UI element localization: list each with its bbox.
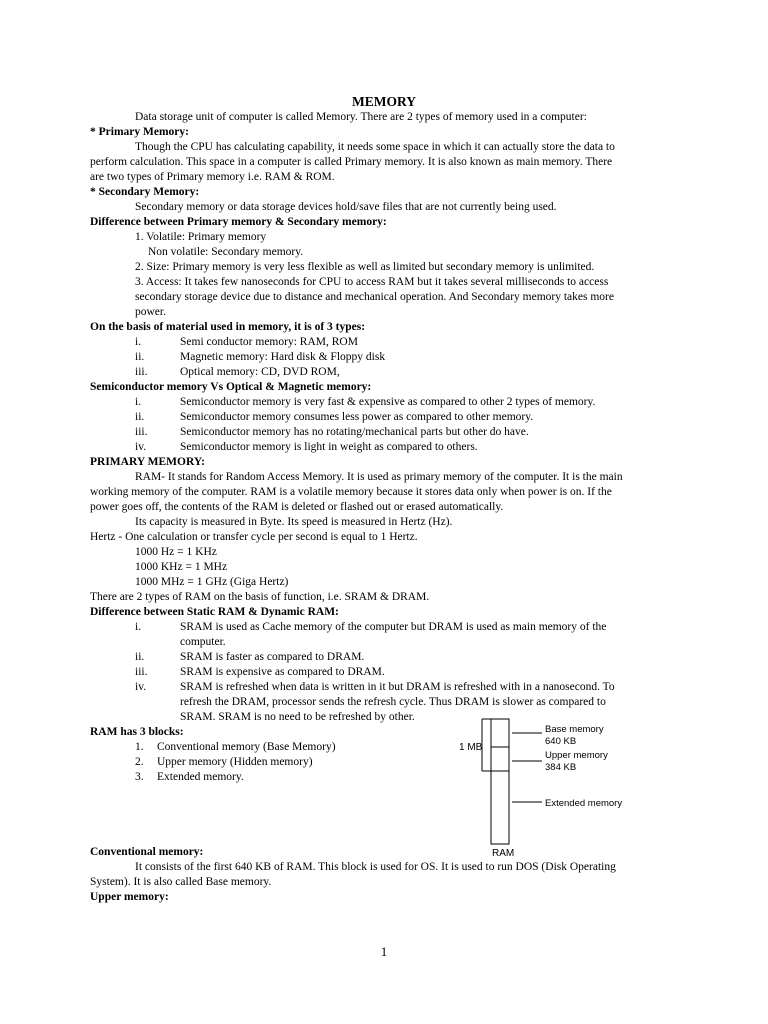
text-line: 1000 KHz = 1 MHz xyxy=(135,561,228,573)
text-line: perform calculation. This space in a computer is called Primary memory. It is also known as main memory. There xyxy=(90,156,613,168)
text-line: Its capacity is measured in Byte. Its speed is measured in Hertz (Hz). xyxy=(135,516,453,528)
text-line: 1000 MHz = 1 GHz (Giga Hertz) xyxy=(135,576,289,588)
text-line: ii. xyxy=(135,351,145,363)
section-heading: * Secondary Memory: xyxy=(90,186,200,198)
text-line: 2. Size: Primary memory is very less flexible as well as limited but secondary memory is unlimited. xyxy=(135,261,595,273)
text-line: SRAM is expensive as compared to DRAM. xyxy=(180,666,385,678)
section-heading: Difference between Static RAM & Dynamic RAM: xyxy=(90,606,339,618)
text-line: iii. xyxy=(135,366,148,378)
section-heading: * Primary Memory: xyxy=(90,126,189,138)
text-line: working memory of the computer. RAM is a volatile memory because it stores data only when power is on. If the xyxy=(90,486,612,498)
text-line: Hertz - One calculation or transfer cycle per second is equal to 1 Hertz. xyxy=(90,531,418,543)
label-upper-memory: Upper memory xyxy=(545,750,608,761)
text-line: RAM- It stands for Random Access Memory. It is used as primary memory of the computer. It is the main xyxy=(135,471,623,483)
text-line: Magnetic memory: Hard disk & Floppy disk xyxy=(180,351,386,363)
text-line: Secondary memory or data storage devices hold/save files that are not currently being used. xyxy=(135,201,557,213)
label-ram: RAM xyxy=(492,848,515,859)
document-title: MEMORY xyxy=(351,94,416,109)
text-line: are two types of Primary memory i.e. RAM & ROM. xyxy=(90,171,335,183)
text-line: power. xyxy=(135,306,166,318)
section-heading: Semiconductor memory Vs Optical & Magnetic memory: xyxy=(90,381,372,393)
text-line: refresh the DRAM, processor sends the refresh cycle. Thus DRAM is slower as compared to xyxy=(180,696,606,708)
text-line: Data storage unit of computer is called Memory. There are 2 types of memory used in a computer: xyxy=(135,111,587,123)
section-heading: On the basis of material used in memory, it is of 3 types: xyxy=(90,321,366,333)
text-line: ii. xyxy=(135,651,145,663)
section-heading: RAM has 3 blocks: xyxy=(90,726,184,738)
label-base-memory: Base memory xyxy=(545,724,604,735)
ram-column xyxy=(491,719,509,844)
text-line: Conventional memory (Base Memory) xyxy=(157,741,336,753)
section-heading: Difference between Primary memory & Secondary memory: xyxy=(90,216,387,228)
text-line: Non volatile: Secondary memory. xyxy=(148,246,304,258)
section-heading: Upper memory: xyxy=(90,891,169,903)
text-line: 2. xyxy=(135,756,144,768)
text-line: i. xyxy=(135,396,142,408)
label-base-size: 640 KB xyxy=(545,736,577,747)
text-line: i. xyxy=(135,336,142,348)
text-line: power goes off, the contents of the RAM is deleted or flashed out or erased automatically. xyxy=(90,501,504,513)
text-line: iv. xyxy=(135,681,147,693)
section-heading: Conventional memory: xyxy=(90,846,204,858)
text-line: SRAM is used as Cache memory of the computer but DRAM is used as main memory of the xyxy=(180,621,607,633)
text-line: Upper memory (Hidden memory) xyxy=(157,756,313,768)
text-line: Extended memory. xyxy=(157,771,244,783)
text-line: Optical memory: CD, DVD ROM, xyxy=(180,366,340,378)
text-line: There are 2 types of RAM on the basis of function, i.e. SRAM & DRAM. xyxy=(90,591,430,603)
text-line: i. xyxy=(135,621,142,633)
text-line: ii. xyxy=(135,411,145,423)
text-line: System). It is also called Base memory. xyxy=(90,876,272,888)
text-line: 1. Volatile: Primary memory xyxy=(135,231,267,243)
text-line: Semiconductor memory consumes less power as compared to other memory. xyxy=(180,411,534,423)
text-line: Semi conductor memory: RAM, ROM xyxy=(180,336,358,348)
text-line: 1000 Hz = 1 KHz xyxy=(135,546,217,558)
text-line: secondary storage device due to distance and mechanical operation. And Secondary memory takes more xyxy=(135,291,614,303)
text-line: Semiconductor memory has no rotating/mechanical parts but other do have. xyxy=(180,426,529,438)
text-line: Semiconductor memory is light in weight as compared to others. xyxy=(180,441,478,453)
text-line: Semiconductor memory is very fast & expensive as compared to other 2 types of memory. xyxy=(180,396,596,408)
text-line: SRAM is refreshed when data is written in it but DRAM is refreshed with in a nanosecond. To xyxy=(180,681,615,693)
text-line: It consists of the first 640 KB of RAM. This block is used for OS. It is used to run DOS (Disk Operating xyxy=(135,861,616,873)
text-line: iii. xyxy=(135,666,148,678)
label-1mb: 1 MB xyxy=(459,742,483,753)
text-line: iii. xyxy=(135,426,148,438)
text-line: computer. xyxy=(180,636,226,648)
text-line: SRAM is faster as compared to DRAM. xyxy=(180,651,365,663)
text-line: 3. Access: It takes few nanoseconds for CPU to access RAM but it takes several milliseconds to access xyxy=(135,276,609,288)
label-upper-size: 384 KB xyxy=(545,762,577,773)
text-line: iv. xyxy=(135,441,147,453)
label-extended-memory: Extended memory xyxy=(545,798,623,809)
text-line: SRAM. SRAM is no need to be refreshed by other. xyxy=(180,711,415,723)
text-line: Though the CPU has calculating capability, it needs some space in which it can actually store the data to xyxy=(135,141,615,153)
section-heading: PRIMARY MEMORY: xyxy=(90,456,205,468)
page-number: 1 xyxy=(380,944,388,959)
text-line: 1. xyxy=(135,741,144,753)
text-line: 3. xyxy=(135,771,144,783)
